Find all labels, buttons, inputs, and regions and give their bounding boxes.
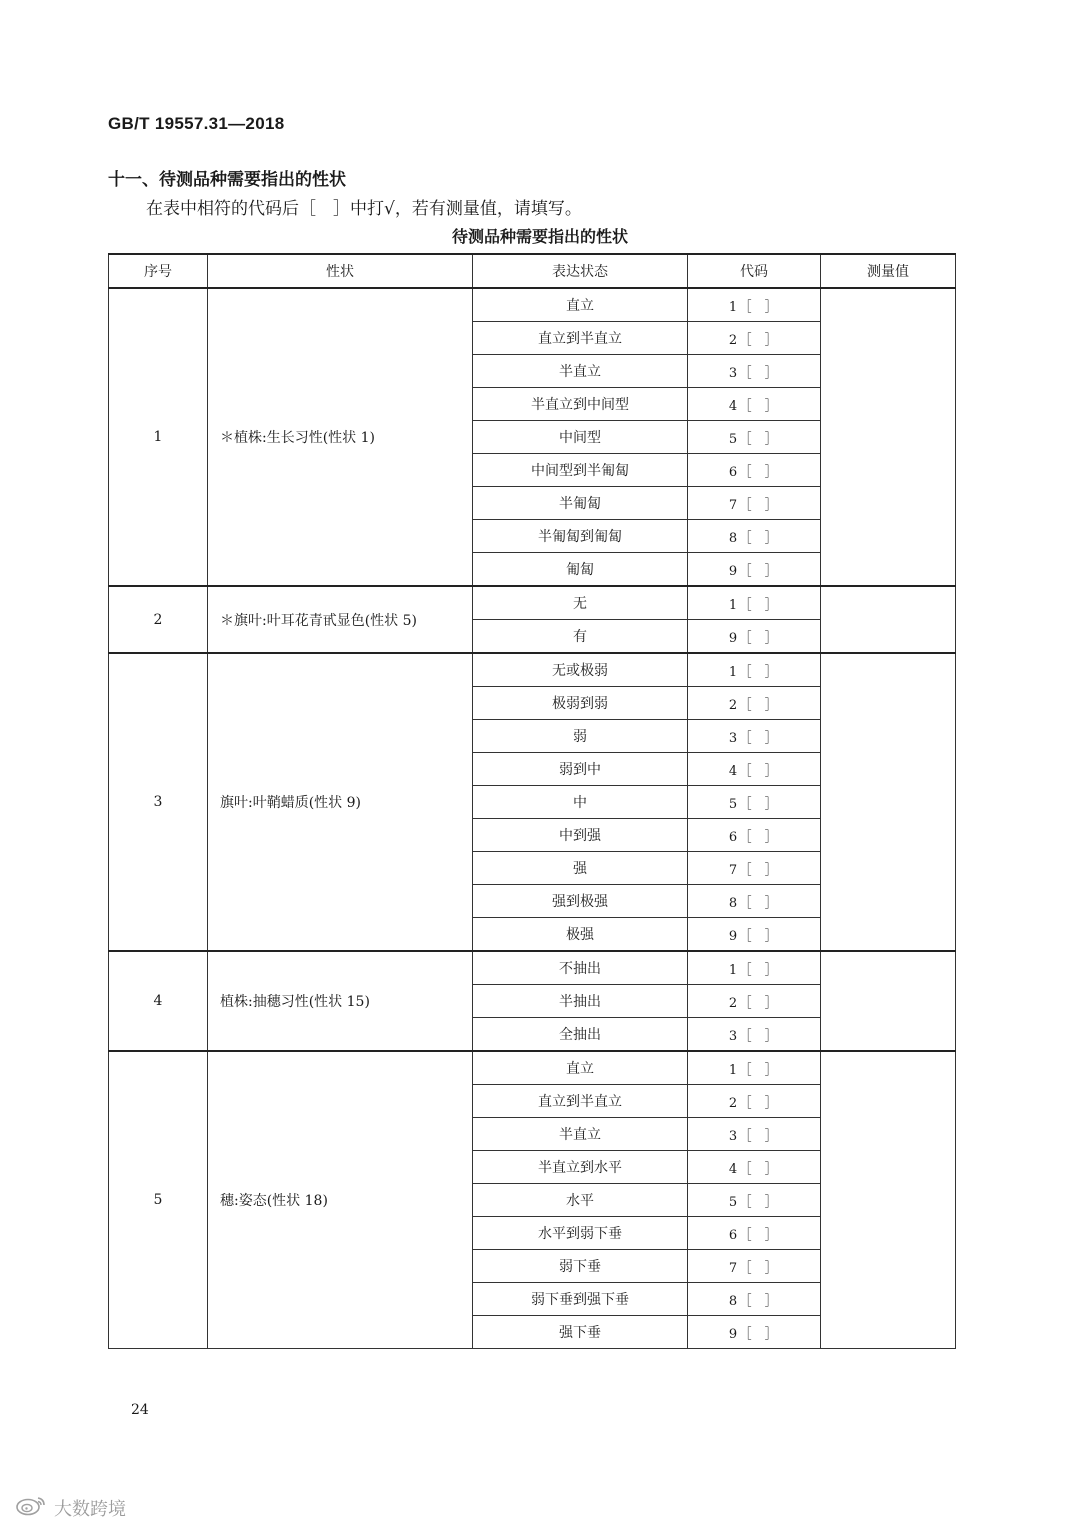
cell-expression-state: 水平到弱下垂 — [473, 1217, 688, 1250]
check-bracket[interactable]: ［ ］ — [738, 1062, 778, 1078]
cell-measured-value[interactable] — [821, 653, 956, 951]
table-header-row — [109, 254, 956, 288]
cell-expression-state: 弱下垂到强下垂 — [473, 1283, 688, 1316]
cell-expression-state: 半直立到水平 — [473, 1151, 688, 1184]
check-bracket[interactable]: ［ ］ — [738, 697, 778, 713]
cell-measured-value[interactable] — [821, 1051, 956, 1349]
cell-code[interactable] — [688, 852, 821, 885]
weibo-icon — [14, 1494, 48, 1521]
cell-trait: 穗:姿态(性状 18) — [208, 1051, 473, 1349]
code-number: 7 — [728, 1260, 738, 1276]
cell-expression-state: 中间型 — [473, 421, 688, 454]
code-number: 3 — [728, 730, 738, 746]
cell-code[interactable] — [688, 421, 821, 454]
code-number: 3 — [728, 365, 738, 381]
cell-code[interactable] — [688, 753, 821, 786]
cell-expression-state: 不抽出 — [473, 951, 688, 985]
cell-expression-state: 中到强 — [473, 819, 688, 852]
cell-code[interactable] — [688, 819, 821, 852]
code-number: 3 — [728, 1028, 738, 1044]
cell-measured-value[interactable] — [821, 288, 956, 586]
cell-expression-state: 弱下垂 — [473, 1250, 688, 1283]
cell-code[interactable] — [688, 520, 821, 553]
cell-serial-no: 1 — [109, 288, 208, 586]
cell-expression-state: 强 — [473, 852, 688, 885]
code-number: 9 — [728, 630, 738, 646]
check-bracket[interactable]: ［ ］ — [738, 365, 778, 381]
code-number: 2 — [728, 697, 738, 713]
cell-expression-state: 极弱到弱 — [473, 687, 688, 720]
check-bracket[interactable]: ［ ］ — [738, 398, 778, 414]
cell-code[interactable] — [688, 620, 821, 654]
code-number: 4 — [728, 398, 738, 414]
code-number: 7 — [728, 862, 738, 878]
check-bracket[interactable]: ［ ］ — [738, 1128, 778, 1144]
check-bracket[interactable]: ［ ］ — [738, 630, 778, 646]
check-bracket[interactable]: ［ ］ — [738, 431, 778, 447]
cell-expression-state: 中间型到半匍匐 — [473, 454, 688, 487]
check-bracket[interactable]: ［ ］ — [738, 597, 778, 613]
cell-code[interactable] — [688, 586, 821, 620]
check-bracket[interactable]: ［ ］ — [738, 1028, 778, 1044]
cell-expression-state: 无或极弱 — [473, 653, 688, 687]
cell-code[interactable] — [688, 918, 821, 952]
cell-code[interactable] — [688, 1051, 821, 1085]
check-bracket[interactable]: ［ ］ — [738, 796, 778, 812]
cell-expression-state: 半匍匐 — [473, 487, 688, 520]
cell-expression-state: 弱到中 — [473, 753, 688, 786]
code-number: 6 — [728, 464, 738, 480]
code-number: 5 — [728, 796, 738, 812]
code-number: 3 — [728, 1128, 738, 1144]
code-number: 8 — [728, 895, 738, 911]
code-number: 6 — [728, 1227, 738, 1243]
cell-serial-no: 2 — [109, 586, 208, 653]
cell-trait: ＊植株:生长习性(性状 1) — [208, 288, 473, 586]
watermark — [14, 1494, 126, 1521]
standard-number: GB/T 19557.31—2018 — [108, 114, 285, 133]
code-number: 6 — [728, 829, 738, 845]
cell-code[interactable] — [688, 1250, 821, 1283]
instruction-text: 在表中相符的代码后［ ］中打√，若有测量值，请填写。 — [146, 199, 582, 219]
cell-code[interactable] — [688, 322, 821, 355]
code-number: 1 — [728, 299, 738, 315]
cell-serial-no: 5 — [109, 1051, 208, 1349]
cell-code[interactable] — [688, 388, 821, 421]
cell-expression-state: 半匍匐到匍匐 — [473, 520, 688, 553]
code-number: 1 — [728, 597, 738, 613]
check-bracket[interactable]: ［ ］ — [738, 995, 778, 1011]
watermark-text: 大数跨境 — [54, 1498, 126, 1520]
cell-code[interactable] — [688, 653, 821, 687]
cell-measured-value[interactable] — [821, 951, 956, 1051]
cell-expression-state: 水平 — [473, 1184, 688, 1217]
check-bracket[interactable]: ［ ］ — [738, 332, 778, 348]
check-bracket[interactable]: ［ ］ — [738, 1326, 778, 1342]
cell-expression-state: 半直立到中间型 — [473, 388, 688, 421]
check-bracket[interactable]: ［ ］ — [738, 862, 778, 878]
check-bracket[interactable]: ［ ］ — [738, 1161, 778, 1177]
code-number: 1 — [728, 664, 738, 680]
code-number: 5 — [728, 1194, 738, 1210]
code-number: 5 — [728, 431, 738, 447]
table-row — [109, 951, 956, 985]
check-bracket[interactable]: ［ ］ — [738, 1227, 778, 1243]
traits-table — [108, 253, 956, 1349]
check-bracket[interactable]: ［ ］ — [738, 530, 778, 546]
check-bracket[interactable]: ［ ］ — [738, 664, 778, 680]
cell-expression-state: 弱 — [473, 720, 688, 753]
cell-code[interactable] — [688, 951, 821, 985]
table-body — [109, 288, 956, 1349]
code-number: 1 — [728, 1062, 738, 1078]
cell-serial-no: 4 — [109, 951, 208, 1051]
cell-code[interactable] — [688, 720, 821, 753]
cell-code[interactable] — [688, 553, 821, 587]
column-header-code: 代码 — [688, 254, 821, 288]
code-number: 8 — [728, 1293, 738, 1309]
check-bracket[interactable]: ［ ］ — [738, 928, 778, 944]
check-bracket[interactable]: ［ ］ — [738, 1293, 778, 1309]
code-number: 2 — [728, 332, 738, 348]
column-header-measure: 测量值 — [821, 254, 956, 288]
cell-code[interactable] — [688, 1118, 821, 1151]
code-number: 9 — [728, 1326, 738, 1342]
cell-code[interactable] — [688, 1184, 821, 1217]
cell-expression-state: 强到极强 — [473, 885, 688, 918]
code-number: 9 — [728, 563, 738, 579]
check-bracket[interactable]: ［ ］ — [738, 464, 778, 480]
cell-code[interactable] — [688, 288, 821, 322]
cell-code[interactable] — [688, 487, 821, 520]
page-number: 24 — [131, 1402, 149, 1418]
column-header-trait: 性状 — [208, 254, 473, 288]
check-bracket[interactable]: ［ ］ — [738, 895, 778, 911]
column-header-no: 序号 — [109, 254, 208, 288]
cell-expression-state: 匍匐 — [473, 553, 688, 587]
check-bracket[interactable]: ［ ］ — [738, 1194, 778, 1210]
code-number: 4 — [728, 1161, 738, 1177]
cell-code[interactable] — [688, 1085, 821, 1118]
code-number: 1 — [728, 962, 738, 978]
cell-code[interactable] — [688, 985, 821, 1018]
section-title: 十一、待测品种需要指出的性状 — [108, 170, 346, 190]
check-bracket[interactable]: ［ ］ — [738, 829, 778, 845]
cell-expression-state: 有 — [473, 620, 688, 654]
table-row — [109, 586, 956, 620]
cell-code[interactable] — [688, 1151, 821, 1184]
check-bracket[interactable]: ［ ］ — [738, 1095, 778, 1111]
cell-expression-state: 半抽出 — [473, 985, 688, 1018]
code-number: 7 — [728, 497, 738, 513]
cell-code[interactable] — [688, 1217, 821, 1250]
check-bracket[interactable]: ［ ］ — [738, 497, 778, 513]
table-row — [109, 653, 956, 687]
cell-expression-state: 半直立 — [473, 355, 688, 388]
table-row — [109, 288, 956, 322]
cell-trait: 旗叶:叶鞘蜡质(性状 9) — [208, 653, 473, 951]
cell-expression-state: 无 — [473, 586, 688, 620]
cell-code[interactable] — [688, 885, 821, 918]
cell-expression-state: 强下垂 — [473, 1316, 688, 1349]
code-number: 2 — [728, 1095, 738, 1111]
cell-trait: 植株:抽穗习性(性状 15) — [208, 951, 473, 1051]
column-header-state: 表达状态 — [473, 254, 688, 288]
code-number: 4 — [728, 763, 738, 779]
cell-code[interactable] — [688, 1283, 821, 1316]
check-bracket[interactable]: ［ ］ — [738, 299, 778, 315]
check-bracket[interactable]: ［ ］ — [738, 763, 778, 779]
cell-expression-state: 中 — [473, 786, 688, 819]
cell-code[interactable] — [688, 1018, 821, 1052]
cell-code[interactable] — [688, 454, 821, 487]
check-bracket[interactable]: ［ ］ — [738, 563, 778, 579]
cell-expression-state: 极强 — [473, 918, 688, 952]
code-number: 9 — [728, 928, 738, 944]
cell-expression-state: 半直立 — [473, 1118, 688, 1151]
cell-expression-state: 直立 — [473, 288, 688, 322]
cell-code[interactable] — [688, 1316, 821, 1349]
table-row — [109, 1051, 956, 1085]
check-bracket[interactable]: ［ ］ — [738, 962, 778, 978]
check-bracket[interactable]: ［ ］ — [738, 1260, 778, 1276]
cell-serial-no: 3 — [109, 653, 208, 951]
code-number: 2 — [728, 995, 738, 1011]
code-number: 8 — [728, 530, 738, 546]
cell-code[interactable] — [688, 687, 821, 720]
cell-expression-state: 直立 — [473, 1051, 688, 1085]
cell-trait: ＊旗叶:叶耳花青甙显色(性状 5) — [208, 586, 473, 653]
cell-expression-state: 直立到半直立 — [473, 1085, 688, 1118]
cell-code[interactable] — [688, 355, 821, 388]
cell-code[interactable] — [688, 786, 821, 819]
cell-expression-state: 直立到半直立 — [473, 322, 688, 355]
cell-measured-value[interactable] — [821, 586, 956, 653]
cell-expression-state: 全抽出 — [473, 1018, 688, 1052]
table-caption: 待测品种需要指出的性状 — [451, 227, 628, 246]
check-bracket[interactable]: ［ ］ — [738, 730, 778, 746]
